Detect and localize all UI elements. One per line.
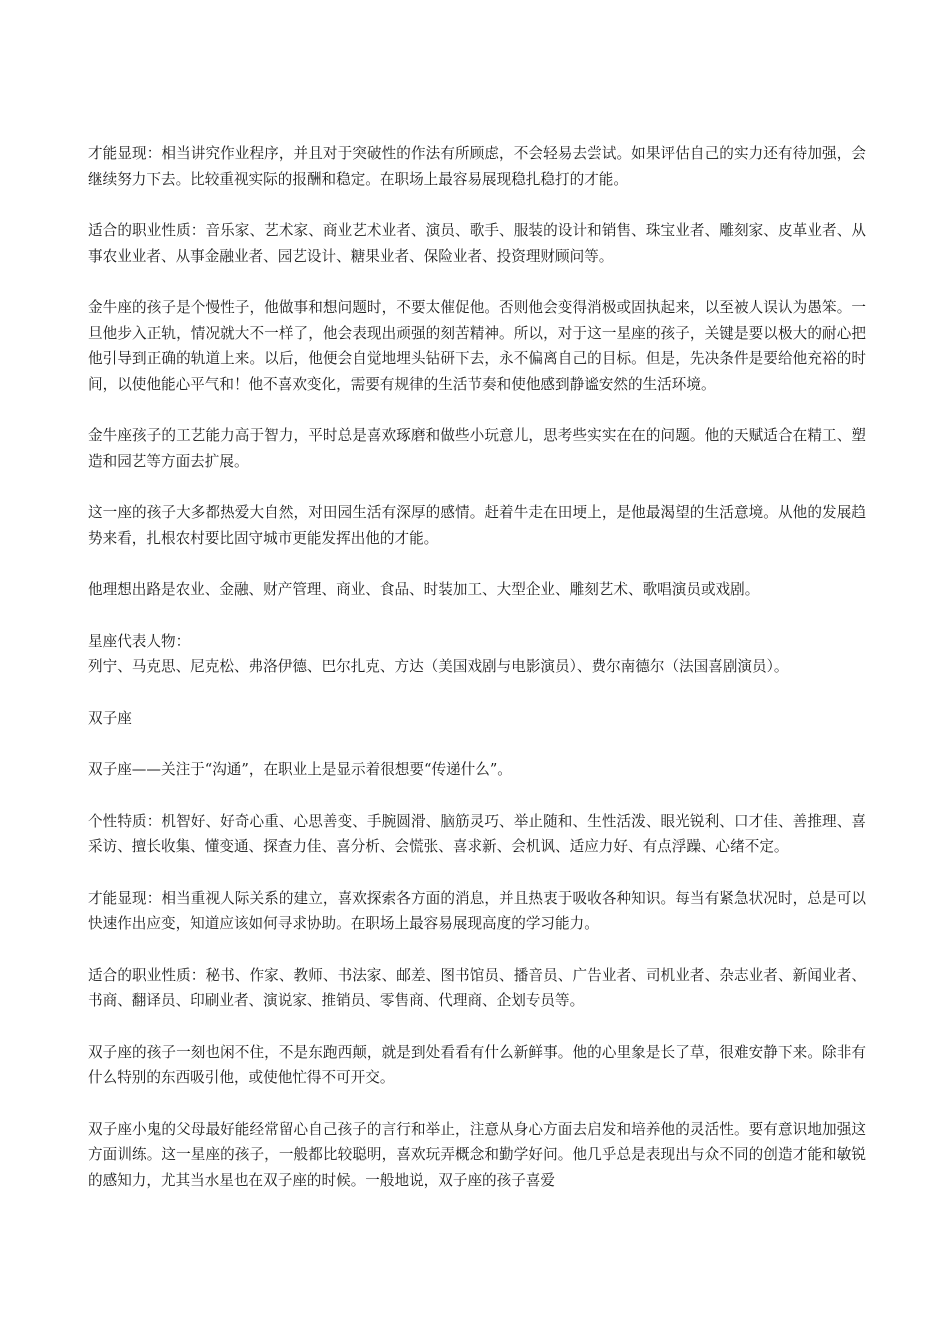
paragraph-gemini-talent: 才能显现：相当重视人际关系的建立，喜欢探索各方面的消息，并且热衷于吸收各种知识。每当有紧急状况时，总是可以快速作出应变，知道应该如何寻求协助。在职场上最容易展现高度的学习能力。: [88, 889, 866, 932]
paragraph-taurus-child-craft: 金牛座孩子的工艺能力高于智力，平时总是喜欢琢磨和做些小玩意儿，思考些实实在在的问题。他的天赋适合在精工、塑造和园艺等方面去扩展。: [88, 427, 866, 470]
paragraph-gemini-traits: 个性特质：机智好、好奇心重、心思善变、手腕圆滑、脑筋灵巧、举止随和、生性活泼、眼光锐利、口才佳、善推理、喜采访、擅长收集、懂变通、探查力佳、喜分析、会慌张、喜求新、会机讽、适应力好、有点浮躁、心绪不定。: [88, 812, 866, 855]
paragraph-gemini-child-restless: 双子座的孩子一刻也闲不住，不是东跑西颠，就是到处看看有什么新鲜事。他的心里象是长了草，很难安静下来。除非有什么特别的东西吸引他，或使他忙得不可开交。: [88, 1043, 866, 1086]
paragraph-gemini-careers: 适合的职业性质：秘书、作家、教师、书法家、邮差、图书馆员、播音员、广告业者、司机业者、杂志业者、新闻业者、书商、翻译员、印刷业者、演说家、推销员、零售商、代理商、企划专员等。: [88, 966, 866, 1009]
paragraph-taurus-representatives-list: 列宁、马克思、尼克松、弗洛伊德、巴尔扎克、方达（美国戏剧与电影演员）、费尔南德尔（法国喜剧演员）。: [88, 658, 789, 675]
document-body: [88, 141, 866, 1193]
paragraph-gemini-intro: 双子座——关注于“沟通”，在职业上是显示着很想要“传递什么”。: [88, 761, 512, 778]
paragraph-taurus-careers: 适合的职业性质：音乐家、艺术家、商业艺术业者、演员、歌手、服装的设计和销售、珠宝业者、雕刻家、皮革业者、从事农业业者、从事金融业者、园艺设计、糖果业者、保险业者、投资理财顾问等。: [88, 222, 866, 265]
paragraph-taurus-child-nature: 这一座的孩子大多都热爱大自然，对田园生活有深厚的感情。赶着牛走在田埂上，是他最渴望的生活意境。从他的发展趋势来看，扎根农村要比固守城市更能发挥出他的才能。: [88, 504, 866, 547]
section-heading-gemini: 双子座: [88, 709, 132, 727]
paragraph-taurus-representatives-label: 星座代表人物：: [88, 632, 191, 650]
paragraph-taurus-talent: 才能显现：相当讲究作业程序，并且对于突破性的作法有所顾虑，不会轻易去尝试。如果评估自己的实力还有待加强，会继续努力下去。比较重视实际的报酬和稳定。在职场上最容易展现稳扎稳打的才能。: [88, 145, 866, 188]
paragraph-gemini-child-parents: 双子座小鬼的父母最好能经常留心自己孩子的言行和举止，注意从身心方面去启发和培养他的灵活性。要有意识地加强这方面训练。这一星座的孩子，一般都比较聪明，喜欢玩弄概念和勤学好问。他几乎总是表现出与众不同的创造才能和敏锐的感知力，尤其当水星也在双子座的时候。一般地说，双子座的孩子喜爱: [88, 1120, 866, 1189]
paragraph-taurus-ideal-paths: 他理想出路是农业、金融、财产管理、商业、食品、时装加工、大型企业、雕刻艺术、歌唱演员或戏剧。: [88, 581, 760, 598]
paragraph-taurus-child-temperament: 金牛座的孩子是个慢性子，他做事和想问题时，不要太催促他。否则他会变得消极或固执起来，以至被人误认为愚笨。一旦他步入正轨，情况就大不一样了，他会表现出顽强的刻苦精神。所以，对于这一星座的孩子，关键是要以极大的耐心把他引导到正确的轨道上来。以后，他便会自觉地埋头钻研下去，永不偏离自己的目标。但是，先决条件是要给他充裕的时间，以使他能心平气和！他不喜欢变化，需要有规律的生活节奏和使他感到静谧安然的生活环境。: [88, 299, 866, 393]
